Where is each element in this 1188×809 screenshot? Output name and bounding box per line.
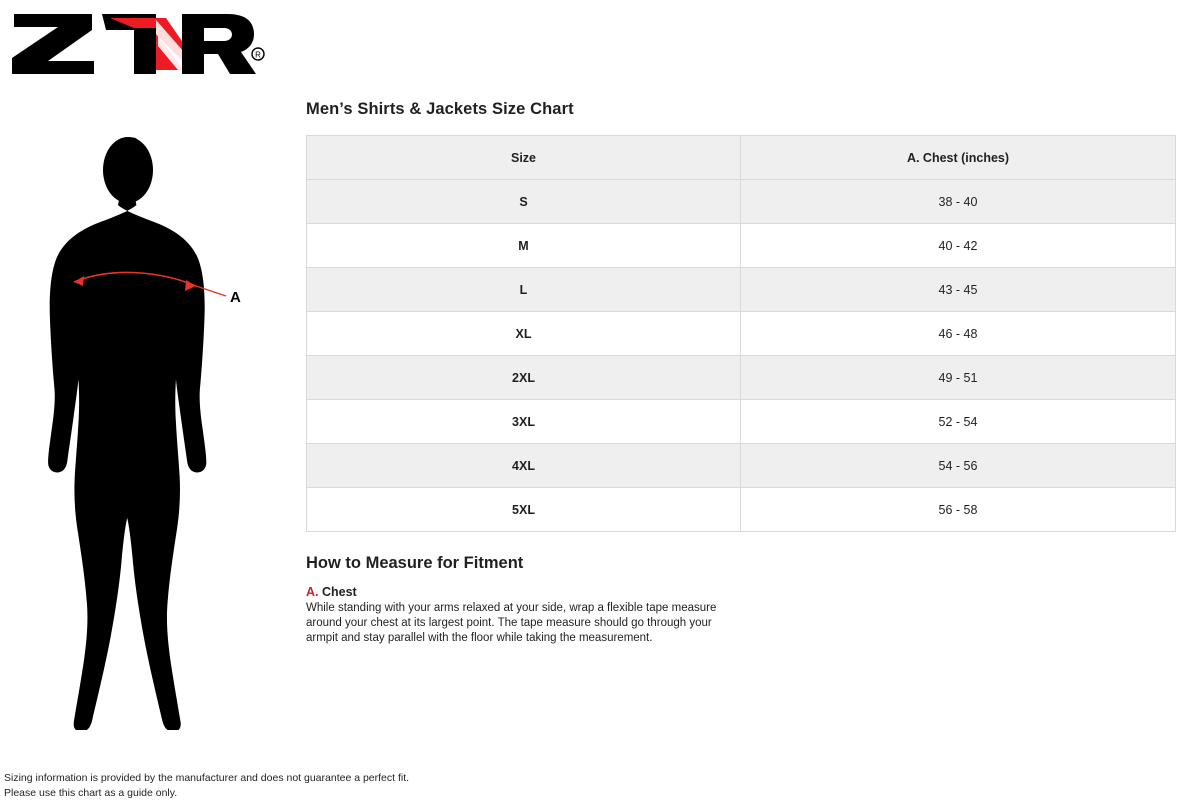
measure-item-chest — [306, 585, 1176, 647]
cell-size: 5XL — [307, 488, 741, 532]
cell-chest: 40 - 42 — [741, 224, 1176, 268]
cell-chest: 54 - 56 — [741, 444, 1176, 488]
how-to-measure-title: How to Measure for Fitment — [306, 554, 524, 572]
footer-line-2: Please use this chart as a guide only. — [4, 786, 178, 799]
table-header-row — [307, 136, 1176, 180]
measure-item-description: While standing with your arms relaxed at your side, wrap a flexible tape measure around your chest at its largest point. The tape measure should go through your armpit and stay parallel with the floor while taking the measurement. — [306, 602, 717, 645]
table-row — [307, 400, 1176, 444]
cell-size: L — [307, 268, 741, 312]
table-row — [307, 444, 1176, 488]
size-chart-table — [306, 135, 1176, 532]
column-header-chest: A. Chest (inches) — [741, 136, 1176, 180]
table-row — [307, 180, 1176, 224]
footer-disclaimer — [4, 771, 409, 801]
table-row — [307, 224, 1176, 268]
footer-line-1: Sizing information is provided by the manufacturer and does not guarantee a perfect fit. — [4, 771, 410, 784]
cell-size: 4XL — [307, 444, 741, 488]
column-header-size: Size — [307, 136, 741, 180]
size-chart-content — [306, 100, 1176, 657]
table-row — [307, 488, 1176, 532]
cell-size: 2XL — [307, 356, 741, 400]
svg-text:R: R — [255, 50, 261, 60]
measurement-letter-a: A — [230, 289, 241, 306]
table-row — [307, 312, 1176, 356]
cell-size: 3XL — [307, 400, 741, 444]
table-row — [307, 268, 1176, 312]
cell-size: XL — [307, 312, 741, 356]
measure-item-letter: A. — [306, 585, 319, 599]
measure-item-label — [306, 585, 1176, 599]
table-row — [307, 356, 1176, 400]
body-measurement-figure — [18, 120, 288, 730]
cell-chest: 52 - 54 — [741, 400, 1176, 444]
cell-size: M — [307, 224, 741, 268]
cell-chest: 43 - 45 — [741, 268, 1176, 312]
measure-item-name: Chest — [321, 585, 357, 599]
cell-chest: 56 - 58 — [741, 488, 1176, 532]
cell-size: S — [307, 180, 741, 224]
cell-chest: 49 - 51 — [741, 356, 1176, 400]
page-title: Men’s Shirts & Jackets Size Chart — [306, 100, 574, 118]
cell-chest: 46 - 48 — [741, 312, 1176, 356]
brand-logo — [6, 8, 271, 78]
cell-chest: 38 - 40 — [741, 180, 1176, 224]
